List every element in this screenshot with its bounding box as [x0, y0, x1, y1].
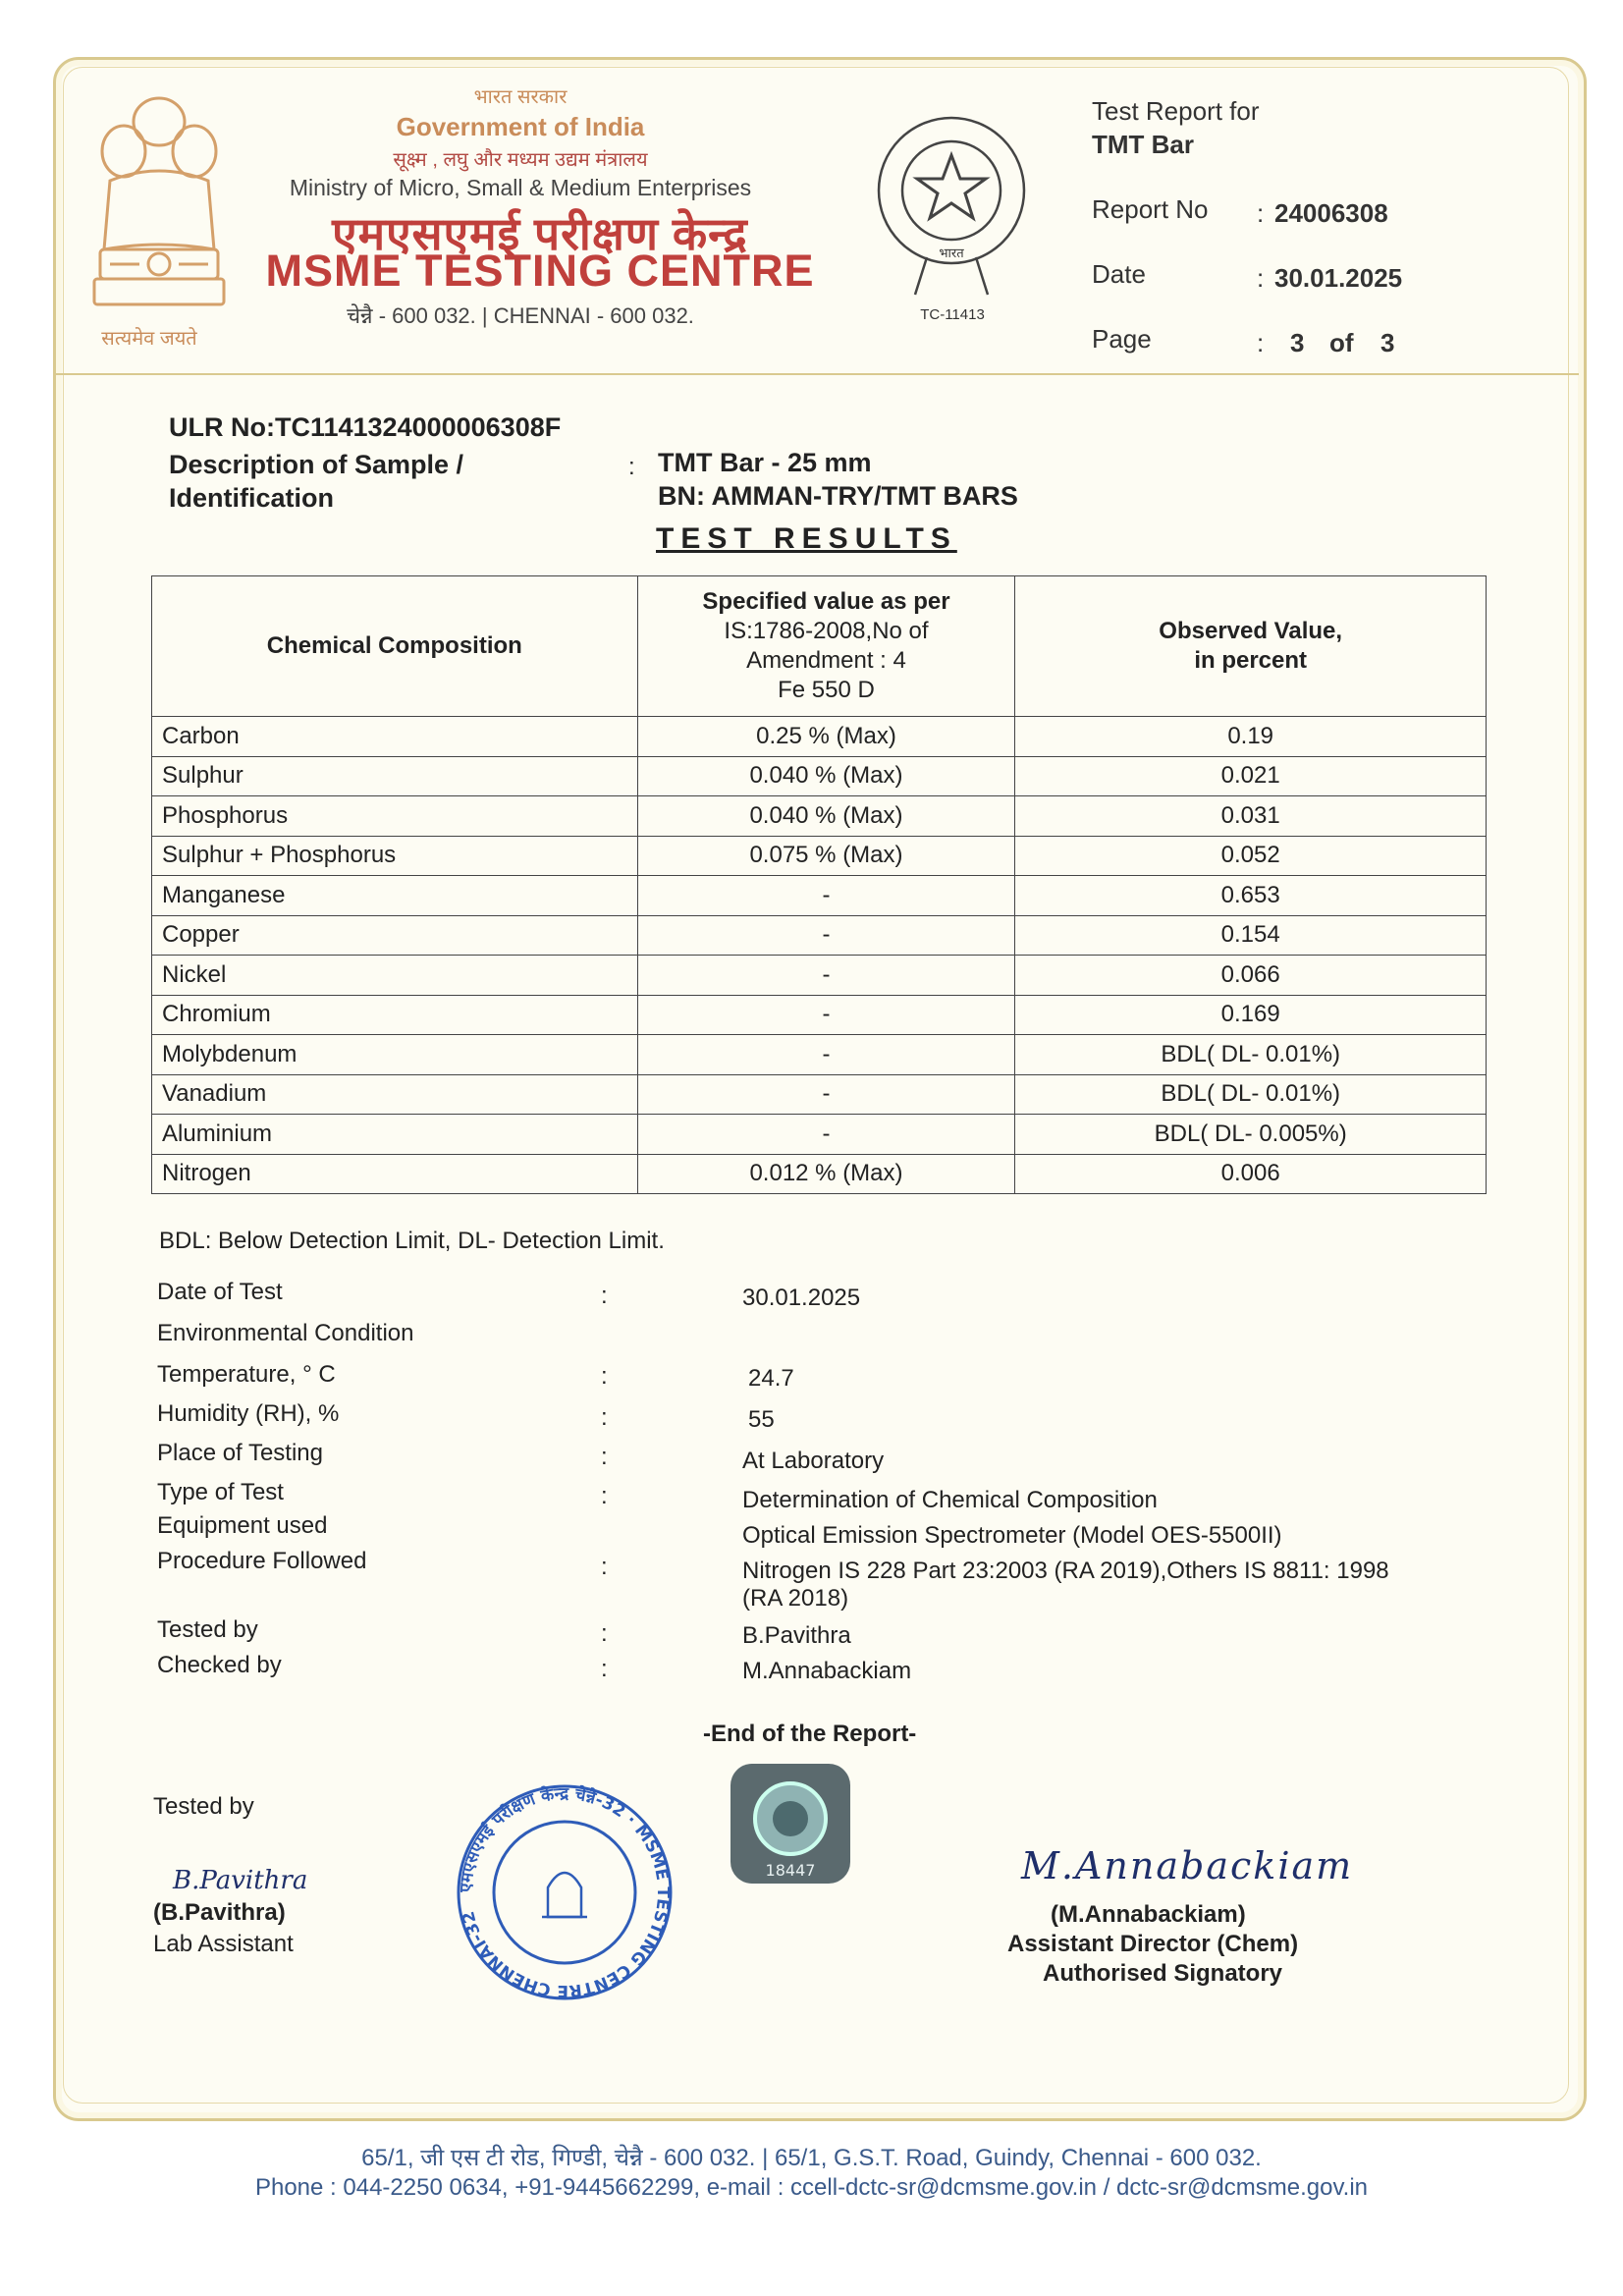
observed-cell: 0.154: [1015, 915, 1487, 956]
element-cell: Nickel: [152, 956, 638, 996]
date-of-test-colon: :: [601, 1283, 608, 1309]
header-chemical-composition: Chemical Composition: [152, 576, 638, 717]
lab-assistant-title: Lab Assistant: [153, 1931, 294, 1957]
element-cell: Sulphur + Phosphorus: [152, 836, 638, 876]
date-of-test-label: Date of Test: [157, 1279, 283, 1305]
table-row: [152, 956, 1487, 996]
element-cell: Carbon: [152, 717, 638, 757]
procedure-colon: :: [601, 1554, 608, 1580]
signatory-name: (M.Annabackiam): [1051, 1901, 1246, 1928]
lab-assistant-name: (B.Pavithra): [153, 1899, 286, 1926]
specified-cell: -: [637, 995, 1015, 1035]
report-no-colon: :: [1257, 198, 1265, 228]
checked-by-label: Checked by: [157, 1652, 282, 1678]
tested-by-value: B.Pavithra: [742, 1622, 851, 1649]
observed-cell: BDL( DL- 0.005%): [1015, 1115, 1487, 1155]
page-label: Page: [1092, 324, 1152, 354]
table-row: [152, 915, 1487, 956]
place-label: Place of Testing: [157, 1440, 323, 1466]
table-row: [152, 796, 1487, 837]
specified-cell: -: [637, 956, 1015, 996]
table-row: [152, 717, 1487, 757]
header-address: चेन्नै - 600 032. | CHENNAI - 600 032.: [347, 303, 694, 328]
specified-cell: 0.25 % (Max): [637, 717, 1015, 757]
svg-text:भारत: भारत: [939, 246, 964, 261]
temperature-colon: :: [601, 1363, 608, 1390]
footer-address: 65/1, जी एस टी रोड, गिण्डी, चेन्नै - 600 032. | 65/1, G.S.T. Road, Guindy, Chennai - 600 032.: [361, 2145, 1262, 2171]
element-cell: Manganese: [152, 876, 638, 916]
end-of-report: -End of the Report-: [703, 1721, 917, 1747]
table-row: [152, 995, 1487, 1035]
tested-by-label: Tested by: [157, 1616, 258, 1643]
table-row: [152, 1154, 1487, 1194]
observed-cell: 0.006: [1015, 1154, 1487, 1194]
accreditation-seal-icon: [868, 110, 1035, 306]
signatory-role: Authorised Signatory: [1043, 1960, 1283, 1987]
header-specified-value: Specified value as per IS:1786-2008,No of Amendment : 4 Fe 550 D: [637, 576, 1015, 717]
report-label: Test Report for: [1092, 96, 1260, 126]
report-no-value: 24006308: [1274, 198, 1388, 228]
emblem-motto: सत्यमेव जयते: [101, 328, 197, 350]
place-value: At Laboratory: [742, 1448, 885, 1474]
place-colon: :: [601, 1444, 608, 1470]
element-cell: Molybdenum: [152, 1035, 638, 1075]
type-label: Type of Test: [157, 1479, 284, 1505]
hologram-seal-icon: [727, 1760, 854, 1887]
sample-description-colon: :: [628, 454, 635, 480]
report-no-label: Report No: [1092, 194, 1209, 224]
government-label: Government of India: [396, 112, 645, 141]
type-colon: :: [601, 1483, 608, 1509]
humidity-value: 55: [748, 1406, 775, 1433]
specified-cell: -: [637, 915, 1015, 956]
type-value: Determination of Chemical Composition: [742, 1487, 1158, 1513]
results-header-row: [152, 576, 1487, 717]
element-cell: Chromium: [152, 995, 638, 1035]
footer-contact: Phone : 044-2250 0634, +91-9445662299, e-mail : ccell-dctc-sr@dcmsme.gov.in / dctc-sr@dcmsme.gov.in: [254, 2174, 1369, 2201]
date-of-test-value: 30.01.2025: [742, 1285, 861, 1311]
lab-assistant-signature: B.Pavithra: [173, 1866, 308, 1895]
signature-tested-by-label: Tested by: [153, 1793, 254, 1820]
procedure-label: Procedure Followed: [157, 1548, 367, 1574]
observed-cell: BDL( DL- 0.01%): [1015, 1035, 1487, 1075]
hindi-government-label: भारत सरकार: [473, 86, 568, 108]
page-total: 3: [1380, 328, 1395, 357]
observed-cell: 0.653: [1015, 876, 1487, 916]
hindi-centre-title: एमएसएमई परीक्षण केन्द्र: [332, 208, 748, 259]
date-label: Date: [1092, 259, 1146, 289]
results-body: [152, 717, 1487, 1194]
ministry-label: Ministry of Micro, Small & Medium Enterprises: [289, 175, 752, 200]
test-results-title: TEST RESULTS: [656, 522, 957, 555]
authorised-signatory-signature: M.Annabackiam: [1021, 1844, 1354, 1887]
temperature-label: Temperature, ° C: [157, 1361, 336, 1388]
specified-cell: 0.040 % (Max): [637, 796, 1015, 837]
temperature-value: 24.7: [748, 1365, 794, 1392]
observed-cell: 0.169: [1015, 995, 1487, 1035]
sample-description-value: TMT Bar - 25 mm BN: AMMAN-TRY/TMT BARS: [658, 448, 1018, 511]
table-row: [152, 1074, 1487, 1115]
table-row: [152, 1115, 1487, 1155]
table-row: [152, 836, 1487, 876]
environment-label: Environmental Condition: [157, 1320, 414, 1346]
official-stamp-icon: [452, 1779, 677, 2005]
specified-cell: -: [637, 876, 1015, 916]
centre-title: MSME TESTING CENTRE: [265, 246, 815, 296]
checked-by-value: M.Annabackiam: [742, 1658, 912, 1684]
specified-cell: -: [637, 1115, 1015, 1155]
equipment-label: Equipment used: [157, 1512, 328, 1539]
table-row: [152, 1035, 1487, 1075]
element-cell: Vanadium: [152, 1074, 638, 1115]
page-of: of: [1329, 328, 1354, 357]
humidity-colon: :: [601, 1404, 608, 1431]
humidity-label: Humidity (RH), %: [157, 1400, 340, 1427]
table-row: [152, 876, 1487, 916]
results-table: [151, 575, 1487, 1194]
specified-cell: 0.040 % (Max): [637, 756, 1015, 796]
checked-by-colon: :: [601, 1656, 608, 1682]
element-cell: Phosphorus: [152, 796, 638, 837]
observed-cell: BDL( DL- 0.01%): [1015, 1074, 1487, 1115]
page-colon: :: [1257, 328, 1265, 357]
signatory-title: Assistant Director (Chem): [1007, 1931, 1299, 1957]
observed-cell: 0.021: [1015, 756, 1487, 796]
element-cell: Aluminium: [152, 1115, 638, 1155]
header-observed-value: Observed Value, in percent: [1015, 576, 1487, 717]
element-cell: Nitrogen: [152, 1154, 638, 1194]
observed-cell: 0.031: [1015, 796, 1487, 837]
national-emblem-icon: [81, 82, 238, 318]
specified-cell: 0.075 % (Max): [637, 836, 1015, 876]
tested-by-colon: :: [601, 1620, 608, 1647]
element-cell: Sulphur: [152, 756, 638, 796]
accreditation-code: TC-11413: [920, 306, 985, 323]
hindi-ministry-label: सूक्ष्म , लघु और मध्यम उद्यम मंत्रालय: [393, 149, 648, 171]
date-colon: :: [1257, 263, 1265, 293]
specified-cell: -: [637, 1035, 1015, 1075]
equipment-value: Optical Emission Spectrometer (Model OES-5500II): [742, 1522, 1282, 1549]
page-current: 3: [1290, 328, 1305, 357]
specified-cell: -: [637, 1074, 1015, 1115]
date-value: 30.01.2025: [1274, 263, 1403, 293]
procedure-value: Nitrogen IS 228 Part 23:2003 (RA 2019),Others IS 8811: 1998 (RA 2018): [742, 1558, 1389, 1612]
observed-cell: 0.066: [1015, 956, 1487, 996]
report-subject: TMT Bar: [1092, 130, 1194, 159]
element-cell: Copper: [152, 915, 638, 956]
table-row: [152, 756, 1487, 796]
svg-text:18447: 18447: [765, 1861, 816, 1880]
specified-cell: 0.012 % (Max): [637, 1154, 1015, 1194]
svg-text:एमएसएमई परीक्षण केन्द्र चेन्नै: एमएसएमई परीक्षण केन्द्र चेन्नै-32 · MSME TESTING CENTRE CHENNAI-32: [456, 1783, 674, 2001]
bdl-note: BDL: Below Detection Limit, DL- Detection Limit.: [159, 1228, 665, 1254]
ulr-number: ULR No:TC1141324000006308F: [169, 412, 562, 442]
header-divider: [55, 373, 1579, 375]
observed-cell: 0.19: [1015, 717, 1487, 757]
sample-description-label: Description of Sample / Identification: [169, 450, 464, 513]
observed-cell: 0.052: [1015, 836, 1487, 876]
